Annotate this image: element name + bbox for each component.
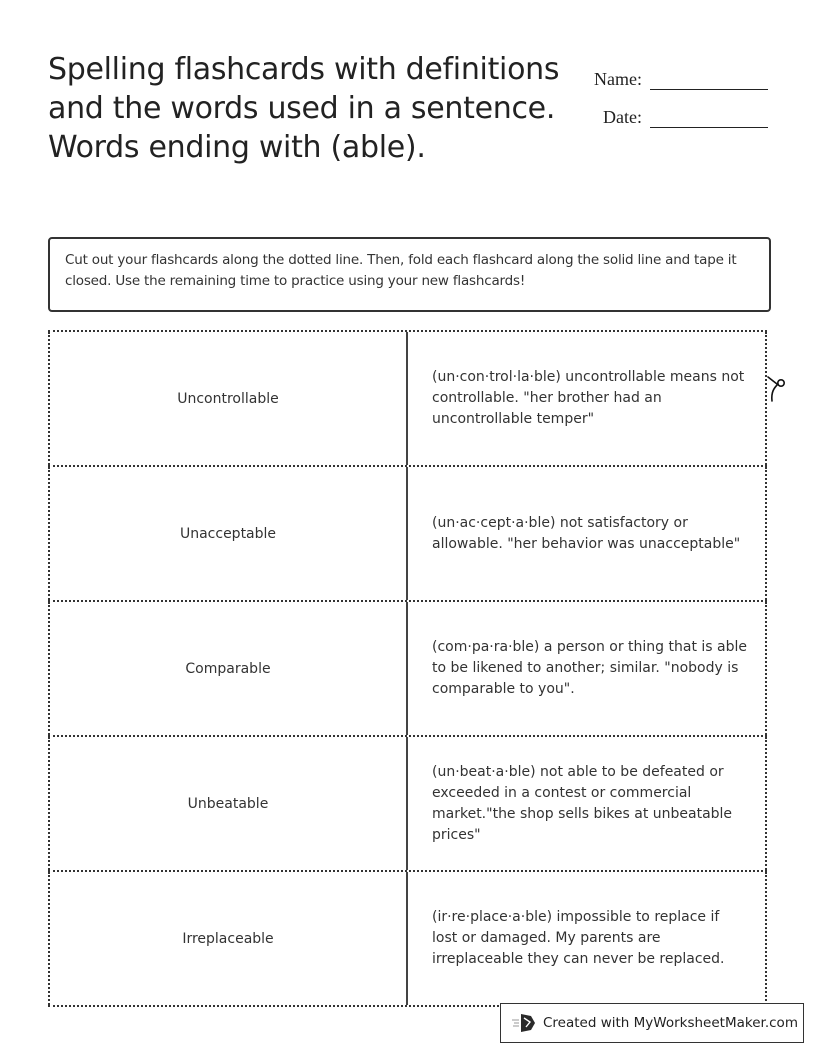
- flashcard-definition: (un·ac·cept·a·ble) not satisfactory or allowable. "her behavior was unacceptable": [408, 467, 767, 600]
- flashcard-word: Uncontrollable: [48, 332, 408, 465]
- instructions-box: Cut out your flashcards along the dotted line. Then, fold each flashcard along the solid line and tape it closed. Use the remaining time to practice using your new flashcards!: [48, 237, 771, 312]
- flashcard-row: [48, 465, 767, 600]
- flashcard-definition: (un·beat·a·ble) not able to be defeated or exceeded in a contest or commercial market."the shop sells bikes at unbeatable prices": [408, 737, 767, 870]
- worksheet-logo-icon: [511, 1012, 537, 1034]
- flashcard-grid: [48, 330, 767, 1007]
- flashcard-word: Unacceptable: [48, 467, 408, 600]
- flashcard-definition: (ir·re·place·a·ble) impossible to replace if lost or damaged. My parents are irreplaceable they can never be replaced.: [408, 872, 767, 1005]
- name-blank-line[interactable]: [650, 67, 768, 90]
- credit-text: Created with MyWorksheetMaker.com: [543, 1015, 798, 1031]
- flashcard-word: Unbeatable: [48, 737, 408, 870]
- flashcard-word: Irreplaceable: [48, 872, 408, 1005]
- date-blank-line[interactable]: [650, 105, 768, 128]
- flashcard-row: [48, 735, 767, 870]
- date-label: Date:: [603, 107, 642, 127]
- flashcard-definition: (com·pa·ra·ble) a person or thing that is able to be likened to another; similar. "nobody is comparable to you".: [408, 602, 767, 735]
- page-title: Spelling flashcards with definitions and the words used in a sentence. Words ending with (able).: [48, 52, 560, 165]
- flashcard-word: Comparable: [48, 602, 408, 735]
- flashcard-row: [48, 870, 767, 1007]
- name-field: [594, 52, 768, 90]
- credit-badge[interactable]: [500, 1003, 804, 1043]
- flashcard-definition: (un·con·trol·la·ble) uncontrollable means not controllable. "her brother had an uncontrollable temper": [408, 332, 767, 465]
- name-label: Name:: [594, 69, 642, 89]
- date-field: [594, 90, 768, 128]
- flashcard-row: [48, 600, 767, 735]
- name-date-fields: [594, 52, 768, 128]
- scissors-icon: [764, 374, 788, 404]
- flashcard-row: [48, 330, 767, 465]
